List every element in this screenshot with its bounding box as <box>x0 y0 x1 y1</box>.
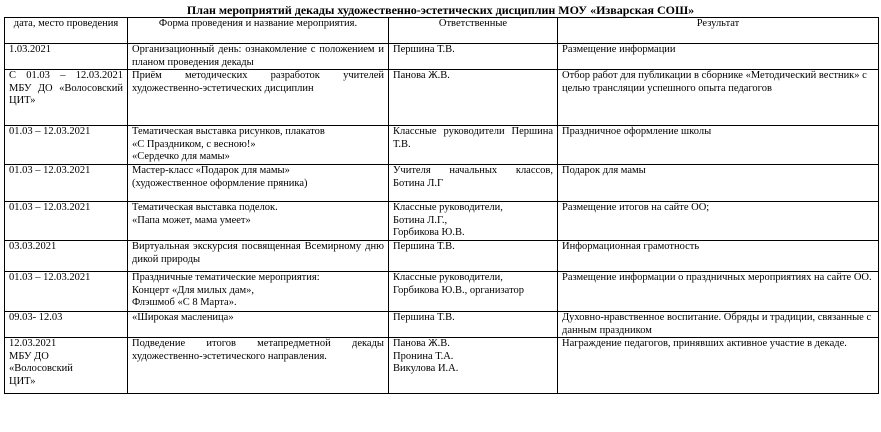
table-row <box>5 165 879 202</box>
responsible-text: Пронина Т.А. <box>393 350 454 362</box>
date-text: 01.03 – 12.03.2021 <box>9 126 91 137</box>
events-plan-table <box>4 17 879 394</box>
responsible-cell <box>389 165 558 202</box>
responsible-text: Классные руководители, <box>393 272 503 283</box>
form-text: (художественное оформление пряника) <box>132 177 308 189</box>
date-cell <box>5 202 128 241</box>
form-text: «Широкая масленица» <box>132 312 234 323</box>
date-cell <box>5 272 128 312</box>
date-text: 09.03- 12.03 <box>9 312 63 323</box>
responsible-cell <box>389 126 558 165</box>
table-row <box>5 312 879 338</box>
responsible-text: Першина Т.В. <box>393 44 455 55</box>
result-text: Награждение педагогов, принявших активное участие в декаде. <box>562 338 847 349</box>
responsible-text: Горбикова Ю.В., организатор <box>393 284 525 296</box>
date-text: С 01.03 – 12.03.2021 МБУ ДО «Волосовский ЦИТ» <box>9 70 123 106</box>
form-cell <box>128 44 389 70</box>
date-cell <box>5 312 128 338</box>
date-text: 01.03 – 12.03.2021 <box>9 165 91 176</box>
form-text: Тематическая выставка поделок. <box>132 202 278 213</box>
responsible-cell <box>389 44 558 70</box>
result-text: Размещение информации <box>562 44 676 55</box>
form-text: «С Праздником, с весною!» <box>132 138 256 150</box>
form-cell <box>128 312 389 338</box>
result-cell <box>558 44 879 70</box>
date-cell <box>5 165 128 202</box>
form-text: Подведение итогов метапредметной декады художественно-эстетического направления. <box>132 338 384 362</box>
date-cell <box>5 44 128 70</box>
result-cell <box>558 338 879 394</box>
form-cell <box>128 241 389 272</box>
responsible-text: Классные руководители Першина Т.В. <box>393 126 553 150</box>
date-text: МБУ ДО <box>9 350 49 362</box>
form-text: Праздничные тематические мероприятия: <box>132 272 320 283</box>
responsible-text: Учителя начальных классов, Ботина Л.Г <box>393 165 553 189</box>
responsible-text: Ботина Л.Г., <box>393 214 448 226</box>
result-text: Духовно-нравственное воспитание. Обряды и традиции, связанные с данным праздником <box>562 312 872 336</box>
responsible-text: Першина Т.В. <box>393 241 455 252</box>
form-cell <box>128 126 389 165</box>
form-text: «Папа может, мама умеет» <box>132 214 251 226</box>
table-header-row <box>5 18 879 44</box>
responsible-text: Першина Т.В. <box>393 312 455 323</box>
document-title: План мероприятий декады художественно-эстетических дисциплин МОУ «Изварская СОШ» <box>186 3 695 17</box>
header-result: Результат <box>558 18 879 44</box>
form-cell <box>128 70 389 126</box>
responsible-cell <box>389 312 558 338</box>
date-text: «Волосовский <box>9 363 73 374</box>
table-row <box>5 338 879 394</box>
form-text: Приём методических разработок учителей художественно-эстетических дисциплин <box>132 70 384 94</box>
date-text: 01.03 – 12.03.2021 <box>9 202 91 213</box>
date-cell <box>5 241 128 272</box>
table-row <box>5 44 879 70</box>
table-row <box>5 202 879 241</box>
form-text: «Сердечко для мамы» <box>132 151 230 162</box>
date-cell <box>5 126 128 165</box>
form-text: Виртуальная экскурсия посвященная Всемирному дню дикой природы <box>132 241 384 265</box>
date-text: ЦИТ» <box>9 375 36 387</box>
header-date: дата, место проведения <box>5 18 128 44</box>
responsible-text: Классные руководители, <box>393 202 503 213</box>
form-cell <box>128 272 389 312</box>
result-cell <box>558 241 879 272</box>
table-row <box>5 241 879 272</box>
result-cell <box>558 202 879 241</box>
responsible-cell <box>389 202 558 241</box>
form-text: Концерт «Для милых дам», <box>132 284 255 296</box>
result-text: Отбор работ для публикации в сборнике «Методический вестник» с целью трансляции успешного опыта педагогов <box>562 70 867 94</box>
responsible-cell <box>389 241 558 272</box>
result-text: Подарок для мамы <box>562 165 646 176</box>
result-text: Информационная грамотность <box>562 241 700 252</box>
responsible-text: Панова Ж.В. <box>393 338 450 349</box>
table-row <box>5 272 879 312</box>
date-text: 03.03.2021 <box>9 241 57 252</box>
table-row <box>5 126 879 165</box>
form-cell <box>128 338 389 394</box>
form-text: Тематическая выставка рисунков, плакатов <box>132 126 325 137</box>
form-cell <box>128 165 389 202</box>
form-cell <box>128 202 389 241</box>
date-text: 1.03.2021 <box>9 44 51 55</box>
result-cell <box>558 272 879 312</box>
result-cell <box>558 126 879 165</box>
date-text: 01.03 – 12.03.2021 <box>9 272 91 283</box>
result-cell <box>558 165 879 202</box>
result-cell <box>558 312 879 338</box>
date-cell <box>5 338 128 394</box>
result-text: Размещение итогов на сайте ОО; <box>562 202 710 213</box>
result-text: Праздничное оформление школы <box>562 126 712 137</box>
responsible-cell <box>389 338 558 394</box>
header-responsible: Ответственные <box>389 18 558 44</box>
header-form: Форма проведения и название мероприятия. <box>128 18 389 44</box>
responsible-cell <box>389 70 558 126</box>
responsible-text: Викулова И.А. <box>393 363 459 374</box>
form-text: Флэшмоб «С 8 Марта». <box>132 297 237 308</box>
table-row <box>5 70 879 126</box>
responsible-cell <box>389 272 558 312</box>
form-text: Организационный день: ознакомление с положением и планом проведения декады <box>132 44 384 68</box>
result-cell <box>558 70 879 126</box>
responsible-text: Панова Ж.В. <box>393 70 450 81</box>
date-cell <box>5 70 128 126</box>
date-text: 12.03.2021 <box>9 338 57 349</box>
result-text: Размещение информации о праздничных мероприятиях на сайте ОО. <box>562 272 872 283</box>
form-text: Мастер-класс «Подарок для мамы» <box>132 165 290 176</box>
responsible-text: Горбикова Ю.В. <box>393 227 465 238</box>
